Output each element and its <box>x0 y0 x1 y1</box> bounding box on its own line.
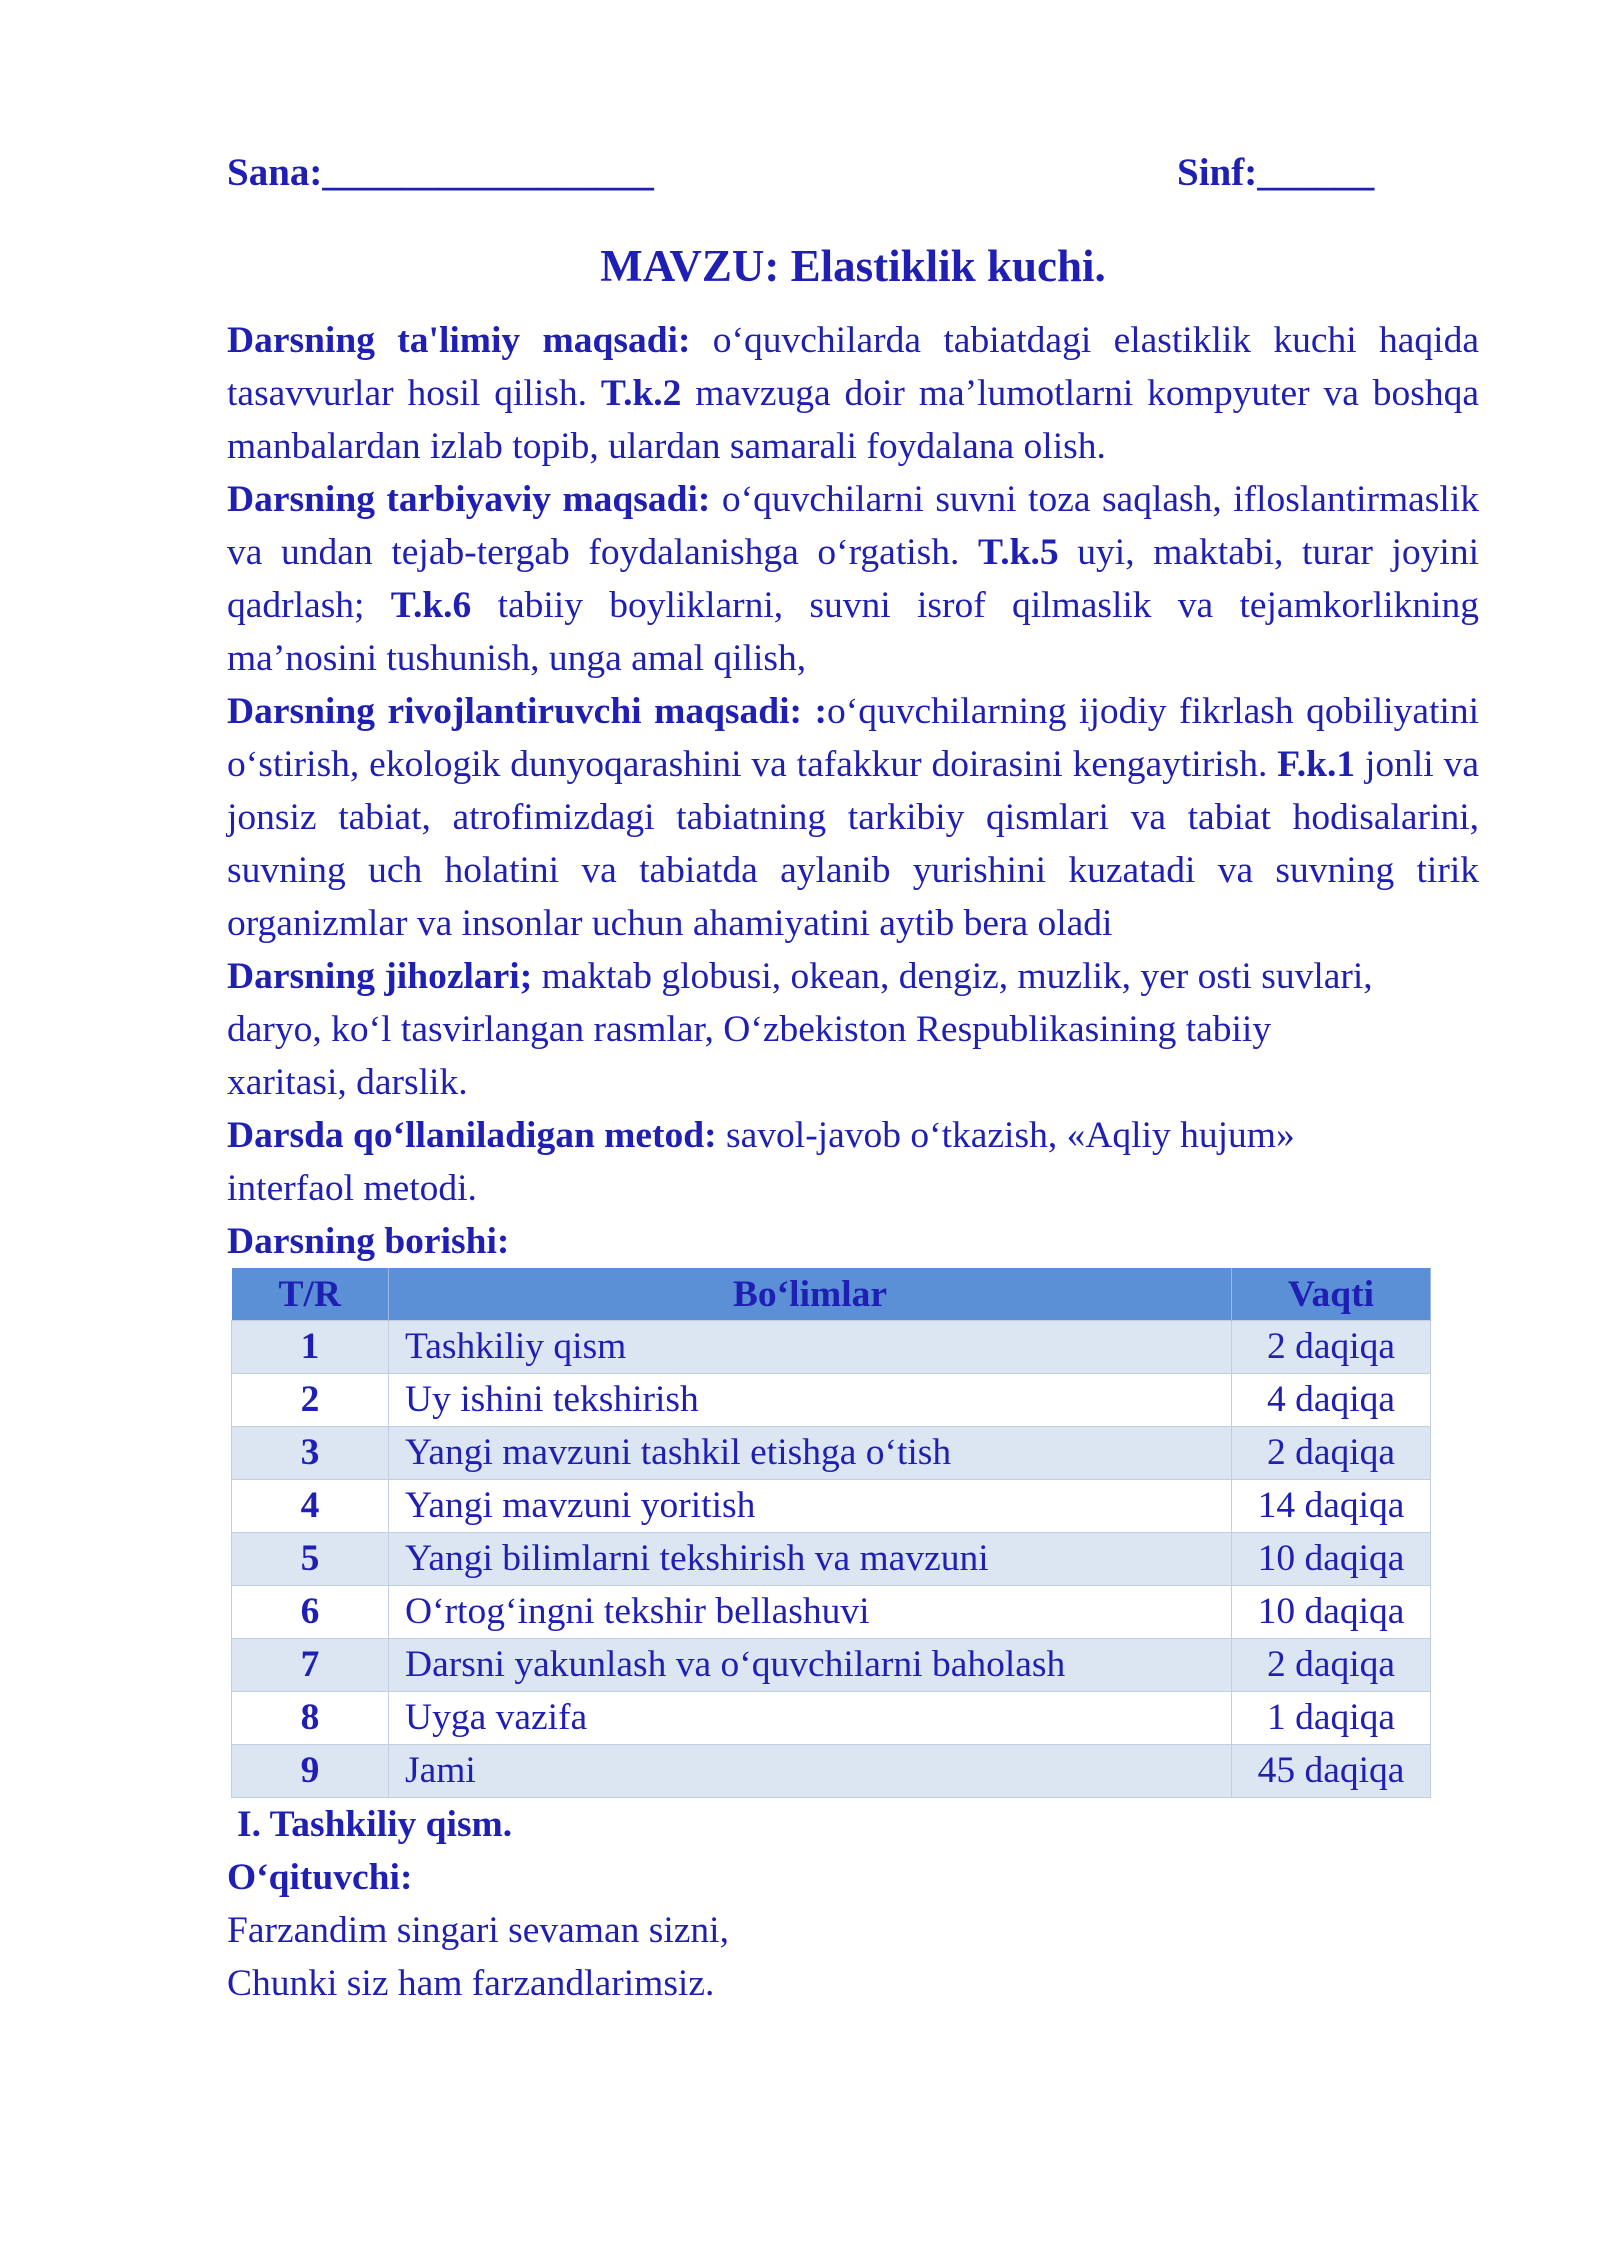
row-time: 2 daqiqa <box>1232 1427 1431 1480</box>
educational-goal <box>227 314 1479 473</box>
table-row <box>232 1427 1431 1480</box>
row-time: 10 daqiqa <box>1232 1586 1431 1639</box>
table-row <box>232 1533 1431 1586</box>
table-row <box>232 1692 1431 1745</box>
row-number: 1 <box>232 1321 389 1374</box>
equipment-line: daryo, ko‘l tasvirlangan rasmlar, O‘zbekiston Respublikasining tabiiy <box>227 1009 1272 1050</box>
lesson-plan-table <box>231 1268 1431 1798</box>
row-time: 45 daqiqa <box>1232 1745 1431 1798</box>
row-section: Uy ishini tekshirish <box>389 1374 1232 1427</box>
competency-code: T.k.6 <box>390 585 472 626</box>
table-row <box>232 1586 1431 1639</box>
upbringing-goal-text-3: tabiiy boyliklarni, suvni isrof qilmaslik va tejamkorlikning ma’nosini tushunish, unga amal qilish, <box>227 585 1479 679</box>
educational-goal-text-2: mavzuga doir ma’lumotlarni kompyuter va boshqa manbalardan izlab topib, ulardan samarali foydalana olish. <box>227 373 1480 467</box>
row-number: 8 <box>232 1692 389 1745</box>
lesson-title: MAVZU: Elastiklik kuchi. <box>600 241 1106 291</box>
row-time: 1 daqiqa <box>1232 1692 1431 1745</box>
date-field: Sana:_________________ <box>227 151 654 194</box>
row-number: 5 <box>232 1533 389 1586</box>
poem-line: Farzandim singari sevaman sizni, <box>227 1910 729 1951</box>
row-section: Yangi mavzuni yoritish <box>389 1480 1232 1533</box>
row-section: Uyga vazifa <box>389 1692 1232 1745</box>
upbringing-goal-text: o‘quvchilarni suvni toza saqlash, ifloslantirmaslik va undan tejab-tergab foydalanishga o‘rgatish. <box>227 479 1479 573</box>
developmental-goal-text: o‘quvchilarning ijodiy fikrlash qobiliyatini o‘stirish, ekologik dunyoqarashini va tafakkur doirasini kengaytirish. <box>227 691 1479 785</box>
method <box>227 1109 1479 1215</box>
header-row <box>227 150 1479 206</box>
equipment-label: Darsning jihozlari; <box>227 956 533 997</box>
section-heading: I. Tashkiliy qism. <box>237 1804 513 1845</box>
poem-line: Chunki siz ham farzandlarimsiz. <box>227 1963 715 2004</box>
upbringing-goal <box>227 473 1479 685</box>
table-row <box>232 1745 1431 1798</box>
row-section: O‘rtog‘ingni tekshir bellashuvi <box>389 1586 1232 1639</box>
row-number: 7 <box>232 1639 389 1692</box>
equipment-line: maktab globusi, okean, dengiz, muzlik, yer osti suvlari, <box>532 956 1373 997</box>
developmental-goal-label: Darsning rivojlantiruvchi maqsadi: : <box>227 691 828 732</box>
column-header-number: T/R <box>232 1268 389 1321</box>
row-time: 10 daqiqa <box>1232 1533 1431 1586</box>
teacher-label: O‘qituvchi: <box>227 1857 413 1898</box>
row-section: Jami <box>389 1745 1232 1798</box>
table-row <box>232 1321 1431 1374</box>
row-section: Darsni yakunlash va o‘quvchilarni baholash <box>389 1639 1232 1692</box>
table-row <box>232 1374 1431 1427</box>
row-section: Yangi mavzuni tashkil etishga o‘tish <box>389 1427 1232 1480</box>
table-row <box>232 1480 1431 1533</box>
row-time: 4 daqiqa <box>1232 1374 1431 1427</box>
row-number: 9 <box>232 1745 389 1798</box>
row-number: 3 <box>232 1427 389 1480</box>
column-header-time: Vaqti <box>1232 1268 1431 1321</box>
row-section: Tashkiliy qism <box>389 1321 1232 1374</box>
upbringing-goal-label: Darsning tarbiyaviy maqsadi: <box>227 479 711 520</box>
row-time: 14 daqiqa <box>1232 1480 1431 1533</box>
educational-goal-label: Darsning ta'limiy maqsadi: <box>227 320 691 361</box>
table-row <box>232 1639 1431 1692</box>
class-field: Sinf:______ <box>1177 151 1375 194</box>
educational-goal-text: o‘quvchilarda tabiatdagi elastiklik kuchi haqida tasavvurlar hosil qilish. <box>227 320 1479 414</box>
table-header-row <box>232 1268 1431 1321</box>
row-time: 2 daqiqa <box>1232 1639 1431 1692</box>
row-section: Yangi bilimlarni tekshirish va mavzuni <box>389 1533 1232 1586</box>
method-line: savol-javob o‘tkazish, «Aqliy hujum» <box>716 1115 1295 1156</box>
equipment <box>227 950 1479 1109</box>
row-number: 2 <box>232 1374 389 1427</box>
developmental-goal-text-2: jonli va jonsiz tabiat, atrofimizdagi tabiatning tarkibiy qismlari va tabiat hodisalarini, suvning uch holatini va tabiatda aylanib yurishini kuzatadi va suvning tirik organizmlar va insonlar uchun ahamiyatini aytib bera oladi <box>227 744 1479 944</box>
competency-code: T.k.2 <box>600 373 682 414</box>
row-number: 6 <box>232 1586 389 1639</box>
column-header-sections: Bo‘limlar <box>389 1268 1232 1321</box>
document-content <box>227 150 1479 2010</box>
equipment-line: xaritasi, darslik. <box>227 1062 468 1103</box>
method-line: interfaol metodi. <box>227 1168 477 1209</box>
competency-code: F.k.1 <box>1277 744 1356 785</box>
row-number: 4 <box>232 1480 389 1533</box>
lesson-plan-heading: Darsning borishi: <box>227 1221 510 1262</box>
developmental-goal <box>227 685 1479 950</box>
competency-code: T.k.5 <box>978 532 1059 573</box>
method-label: Darsda qo‘llaniladigan metod: <box>227 1115 717 1156</box>
row-time: 2 daqiqa <box>1232 1321 1431 1374</box>
upbringing-goal-text-2: uyi, maktabi, turar joyini qadrlash; <box>227 532 1479 626</box>
